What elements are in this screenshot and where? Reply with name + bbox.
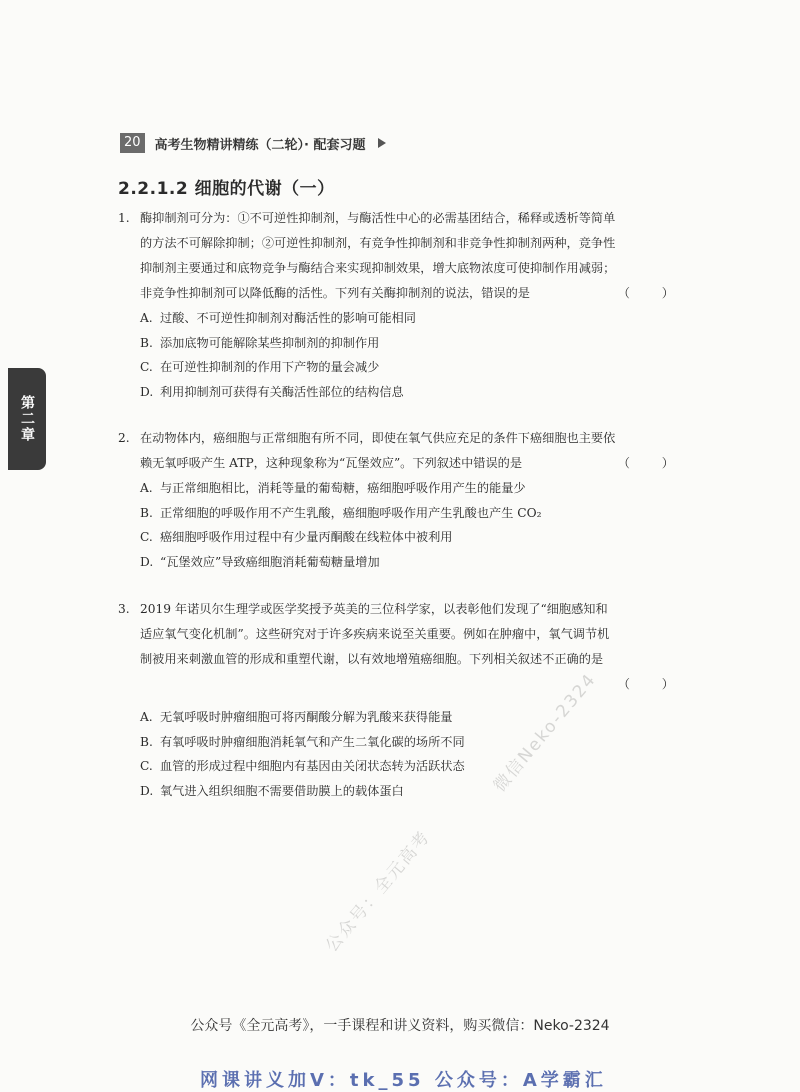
footer-note: 公众号《全元高考》，一手课程和讲义资料，购买微信：Neko-2324 [190,1018,610,1034]
stem-line [118,597,690,622]
watermark: 微信Neko-2324 [489,669,601,797]
stem-text: 酶抑制剂可分为：①不可逆性抑制剂，与酶活性中心的必需基团结合，稀释或透析等简单 [140,211,616,225]
option-text: 癌细胞呼吸作用过程中有少量丙酮酸在线粒体中被利用 [160,530,453,544]
answer-parentheses: （ ） [617,456,688,470]
option-text: 有氧呼吸时肿瘤细胞消耗氧气和产生二氧化碳的场所不同 [160,734,465,749]
stem-line: 抑制剂主要通过和底物竞争与酶结合来实现抑制效果，增大底物浓度可使抑制作用减弱； [140,261,616,275]
page-number: 20 [120,133,145,153]
question-3 [118,597,690,803]
section-title: 2.2.1.2 细胞的代谢（一） [118,179,335,199]
option-b [118,730,690,755]
stem-text: 赖无氧呼吸产生 ATP，这种现象称为“瓦堡效应”。下列叙述中错误的是 [140,456,523,470]
question-number: 1. [118,211,130,225]
option-d [118,550,690,575]
options-list [118,476,690,574]
options-list [118,306,690,404]
question-stem [118,206,690,306]
option-c [118,525,690,550]
option-letter: C. [140,530,153,544]
play-arrow-icon [378,138,386,148]
option-text: 血管的形成过程中细胞内有基因由关闭状态转为活跃状态 [160,759,465,773]
option-letter: B. [140,505,153,520]
book-title: 高考生物精讲精练（二轮）· 配套习题 [154,137,366,153]
option-text: 与正常细胞相比，消耗等量的葡萄糖，癌细胞呼吸作用产生的能量少 [160,481,526,495]
stem-line [118,281,690,306]
option-text: 氧气进入组织细胞不需要借助膜上的载体蛋白 [160,783,404,798]
option-letter: B. [140,335,153,350]
stem-line [118,451,690,476]
option-b [118,501,690,526]
option-a [118,476,690,501]
option-letter: A. [140,311,153,325]
option-text: 利用抑制剂可获得有关酶活性部位的结构信息 [160,384,404,399]
stem-text: 2019 年诺贝尔生理学或医学奖授予英美的三位科学家，以表彰他们发现了“细胞感知和 [140,602,608,616]
option-b [118,331,690,356]
option-a [118,306,690,331]
chapter-tab: 第二章 [8,368,46,470]
question-number: 2. [118,431,130,445]
options-list [118,705,690,803]
stem-line [118,206,690,231]
option-text: 正常细胞的呼吸作用不产生乳酸，癌细胞呼吸作用产生乳酸也产生 CO₂ [160,505,542,520]
option-d [118,779,690,804]
question-2 [118,426,690,574]
stem-line: 适应氧气变化机制”。这些研究对于许多疾病来说至关重要。例如在肿瘤中，氧气调节机 [140,627,610,641]
option-text: 过酸、不可逆性抑制剂对酶活性的影响可能相同 [160,311,416,325]
option-letter: A. [140,710,153,724]
question-1 [118,206,690,404]
question-number: 3. [118,602,130,616]
option-letter: A. [140,481,153,495]
stem-line: 的方法不可解除抑制；②可逆性抑制剂，有竞争性抑制剂和非竞争性抑制剂两种，竞争性 [140,236,616,250]
option-text: “瓦堡效应”导致癌细胞消耗葡萄糖量增加 [160,554,380,569]
option-letter: D. [140,783,154,798]
question-stem [118,426,690,476]
option-text: 无氧呼吸时肿瘤细胞可将丙酮酸分解为乳酸来获得能量 [160,710,453,724]
stem-text: 在动物体内，癌细胞与正常细胞有所不同，即使在氧气供应充足的条件下癌细胞也主要依 [140,431,616,445]
option-letter: D. [140,384,154,399]
option-letter: C. [140,759,153,773]
option-text: 在可逆性抑制剂的作用下产物的量会减少 [160,360,380,374]
answer-parentheses: （ ） [617,677,688,691]
option-letter: C. [140,360,153,374]
option-c [118,355,690,380]
answer-parentheses: （ ） [617,286,688,300]
option-c [118,754,690,779]
footer-banner-cut: 网课讲义加V：tk_55 公众号：A学霸汇 [200,1070,607,1091]
option-letter: D. [140,554,154,569]
stem-text: 非竞争性抑制剂可以降低酶的活性。下列有关酶抑制剂的说法，错误的是 [140,286,530,300]
option-letter: B. [140,734,153,749]
stem-line: 制被用来刺激血管的形成和重塑代谢，以有效地增殖癌细胞。下列相关叙述不正确的是 [140,652,604,666]
option-text: 添加底物可能解除某些抑制剂的抑制作用 [160,335,380,350]
option-d [118,380,690,405]
stem-line [118,426,690,451]
page-header [120,132,386,154]
watermark: 公众号：全元高考 [321,826,435,957]
option-a [118,705,690,730]
